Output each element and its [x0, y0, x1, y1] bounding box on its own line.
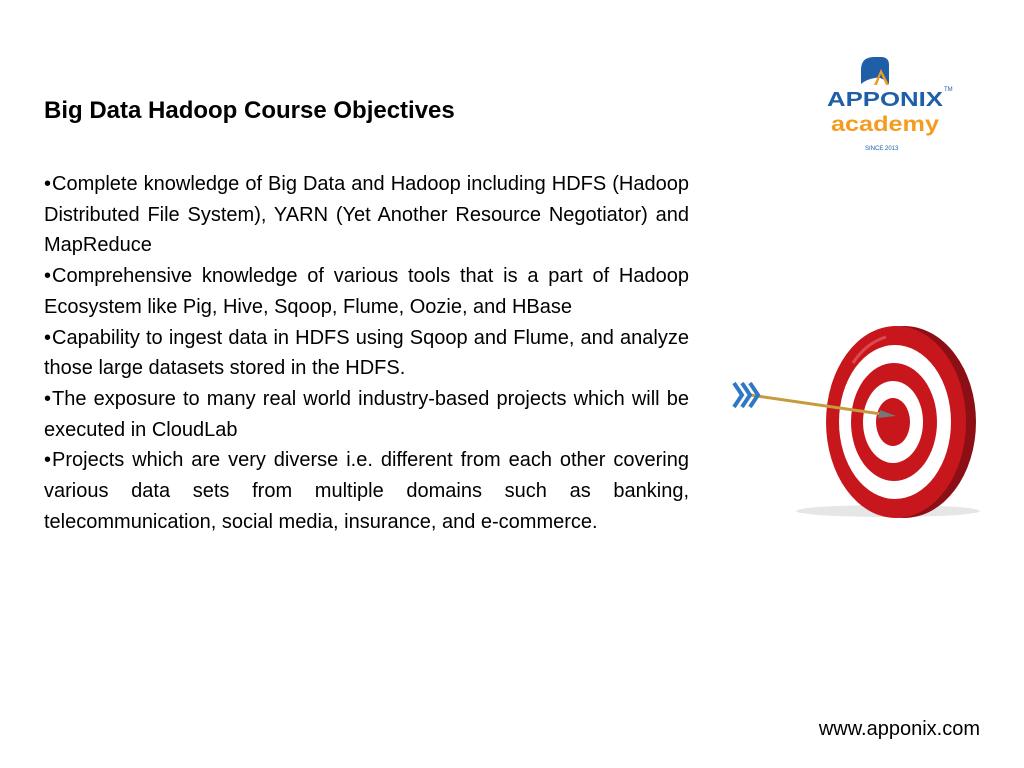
- logo-since-text: SINCE 2013: [865, 146, 899, 152]
- logo-subtitle-text: academy: [831, 113, 940, 136]
- objective-item-2: [44, 261, 689, 322]
- bullet-icon: •: [44, 387, 52, 410]
- objective-text: Complete knowledge of Big Data and Hadoop including HDFS (Hadoop Distributed File System), YARN (Yet Another Resource Negotiator) and MapReduce: [44, 173, 689, 257]
- bullet-icon: •: [44, 173, 52, 195]
- footer-website-link[interactable]: www.apponix.com: [818, 718, 980, 740]
- slide-title: Big Data Hadoop Course Objectives: [44, 97, 455, 124]
- objective-item-3: [44, 323, 689, 384]
- objectives-list: [44, 169, 689, 537]
- logo-brand-text: APPONIX: [827, 89, 944, 111]
- objective-text: The exposure to many real world industry-based projects which will be executed in CloudLab: [44, 387, 689, 441]
- objective-text: Capability to ingest data in HDFS using Sqoop and Flume, and analyze those large datasets stored in the HDFS.: [44, 326, 689, 380]
- target-arrow-icon: [728, 323, 1000, 519]
- objective-item-4: [44, 384, 689, 445]
- apponix-logo-icon: [823, 52, 955, 156]
- logo-trademark-text: TM: [944, 87, 953, 93]
- objective-item-1: [44, 169, 689, 261]
- target-bullseye: [876, 398, 910, 446]
- bullet-icon: •: [44, 449, 52, 472]
- objective-item-5: [44, 445, 689, 537]
- bullet-icon: •: [44, 265, 52, 288]
- objective-text: Comprehensive knowledge of various tools that is a part of Hadoop Ecosystem like Pig, Hive, Sqoop, Flume, Oozie, and HBase: [44, 265, 689, 318]
- bullet-icon: •: [44, 326, 52, 349]
- objective-text: Projects which are very diverse i.e. different from each other covering various data sets from multiple domains such as banking, telecommunication, social media, insurance, and e-commerce.: [44, 449, 689, 533]
